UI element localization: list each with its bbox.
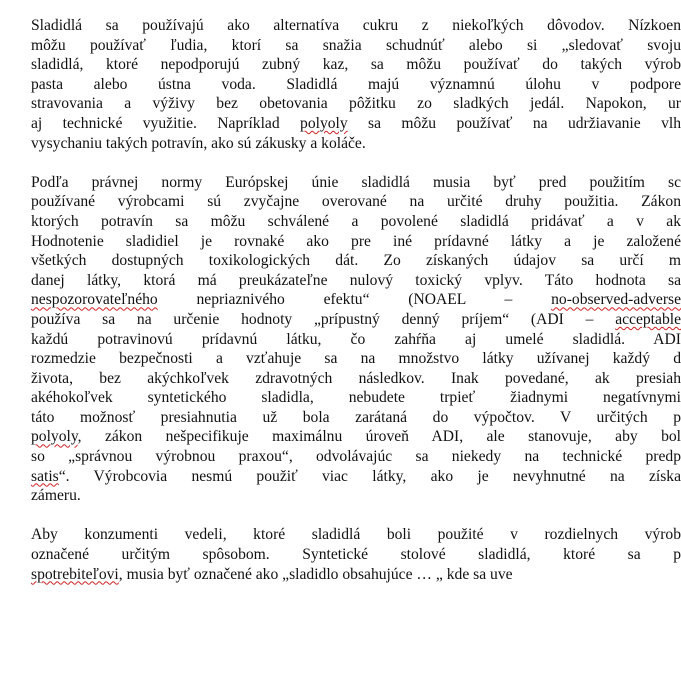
text-line [31,349,681,369]
text-line [31,447,681,467]
text-run: používa sa na určenie hodnoty „prípustný denný príjem“ (ADI – [31,310,616,328]
text-run: označené určitým spôsobom. Syntetické stolové sladidlá, ktoré sa p [31,546,681,564]
spellcheck-flagged-word: satis [31,467,59,485]
text-line [31,408,681,428]
text-line [31,486,681,506]
text-run: života, bez akýchkoľvek zdravotných následkov. Inak povedané, ak presiah [31,369,681,387]
spellcheck-flagged-word: no-observed-adverse [551,291,681,309]
text-run: rozmedzie bezpečnosti a vzťahuje sa na množstvo látky užívanej každý d [31,350,681,368]
text-run: “. Výrobcovia nesmú použiť viac látky, ako je nevyhnutné na získa [58,467,681,485]
paragraph-2 [31,173,681,506]
text-run: každú potravinovú prídavnú látku, čo zahŕňa aj umelé sladidlá. ADI [31,330,681,348]
text-run: Sladidlá sa používajú ako alternatíva cukru z niekoľkých dôvodov. Nízkoen [31,17,681,34]
paragraph-1 [31,16,681,153]
text-line [31,427,681,447]
text-run: pasta alebo ústna voda. Sladidlá majú významnú úlohu v podpore [31,75,681,93]
text-run: , zákon nešpecifikuje maximálnu úroveň ADI, ale stanovuje, aby bol [77,428,681,446]
text-line [31,192,681,212]
text-line [31,114,681,134]
paragraph-3 [31,525,681,584]
text-line [31,388,681,408]
text-line [31,212,681,232]
spellcheck-flagged-word: polyoly [300,114,348,132]
text-run: vysychaniu takých potravín, ako sú zákusky a koláče. [31,134,366,152]
text-line [31,55,681,75]
text-run: môžu používať ľudia, ktorí sa snažia schudnúť alebo si „sledovať svoju [31,36,681,54]
text-run: aj technické využitie. Napríklad [31,114,301,132]
text-line [31,232,681,252]
text-line [31,545,681,565]
text-run: Aby konzumenti vedeli, ktoré sladidlá boli použité v rozdielnych výrob [31,526,681,544]
spellcheck-flagged-word: nespozorovateľného [31,291,158,309]
text-line [31,16,681,36]
text-run: nepriaznivého efektu“ (NOAEL – [157,291,552,309]
text-line [31,75,681,95]
text-line [31,290,681,310]
text-line [31,467,681,487]
spellcheck-flagged-word: acceptable [615,310,681,328]
text-line [31,36,681,56]
spellcheck-flagged-word: spotrebiteľovi [31,565,119,583]
text-run: Hodnotenie sladidiel je rovnaké ako pre iné prídavné látky a je založené [31,232,681,250]
text-line [31,251,681,271]
paragraph-gap [31,506,681,526]
text-run: , musia byť označené ako „sladidlo obsahujúce … „ kde sa uve [118,565,513,583]
text-line [31,369,681,389]
spellcheck-flagged-word: polyoly [31,428,78,446]
text-run: sladidlá, ktoré nepodporujú zubný kaz, sa môžu používať do takých výrob [31,56,681,74]
text-line [31,330,681,350]
text-run: stravovania a výživy bez obetovania pôžitku zo sladkých jedál. Napokon, ur [31,95,681,113]
text-line [31,173,681,193]
text-run: akéhokoľvek syntetického sladidla, nebudete trpieť žiadnymi negatívnymi [31,389,681,407]
text-line [31,525,681,545]
text-line [31,565,681,585]
text-run: Podľa právnej normy Európskej únie sladidlá musia byť pred použitím sc [31,173,681,191]
text-run: danej látky, ktorá má preukázateľne nulový toxický vplyv. Táto hodnota sa [31,271,681,289]
text-line [31,94,681,114]
text-run: sa môžu používať na udržiavanie vlh [347,114,681,132]
text-run: používané výrobcami sú zvyčajne overované na určité druhy použitia. Zákon [31,193,681,211]
text-run: táto možnosť presiahnutia už bola zarátaná do výpočtov. V určitých p [31,408,681,426]
text-run: všetkých dostupných toxikologických dát. Zo získaných údajov sa určí m [31,252,681,270]
paragraph-gap [31,153,681,173]
document-body [31,16,681,584]
text-line [31,310,681,330]
text-line [31,134,681,154]
text-run: ktorých potravín sa môžu schválené a povolené sladidlá pridávať a v ak [31,212,681,230]
text-line [31,271,681,291]
text-run: so „správnou výrobnou praxou“, odvolávajúc sa niekedy na technické predp [31,448,681,466]
text-run: zámeru. [31,487,81,505]
